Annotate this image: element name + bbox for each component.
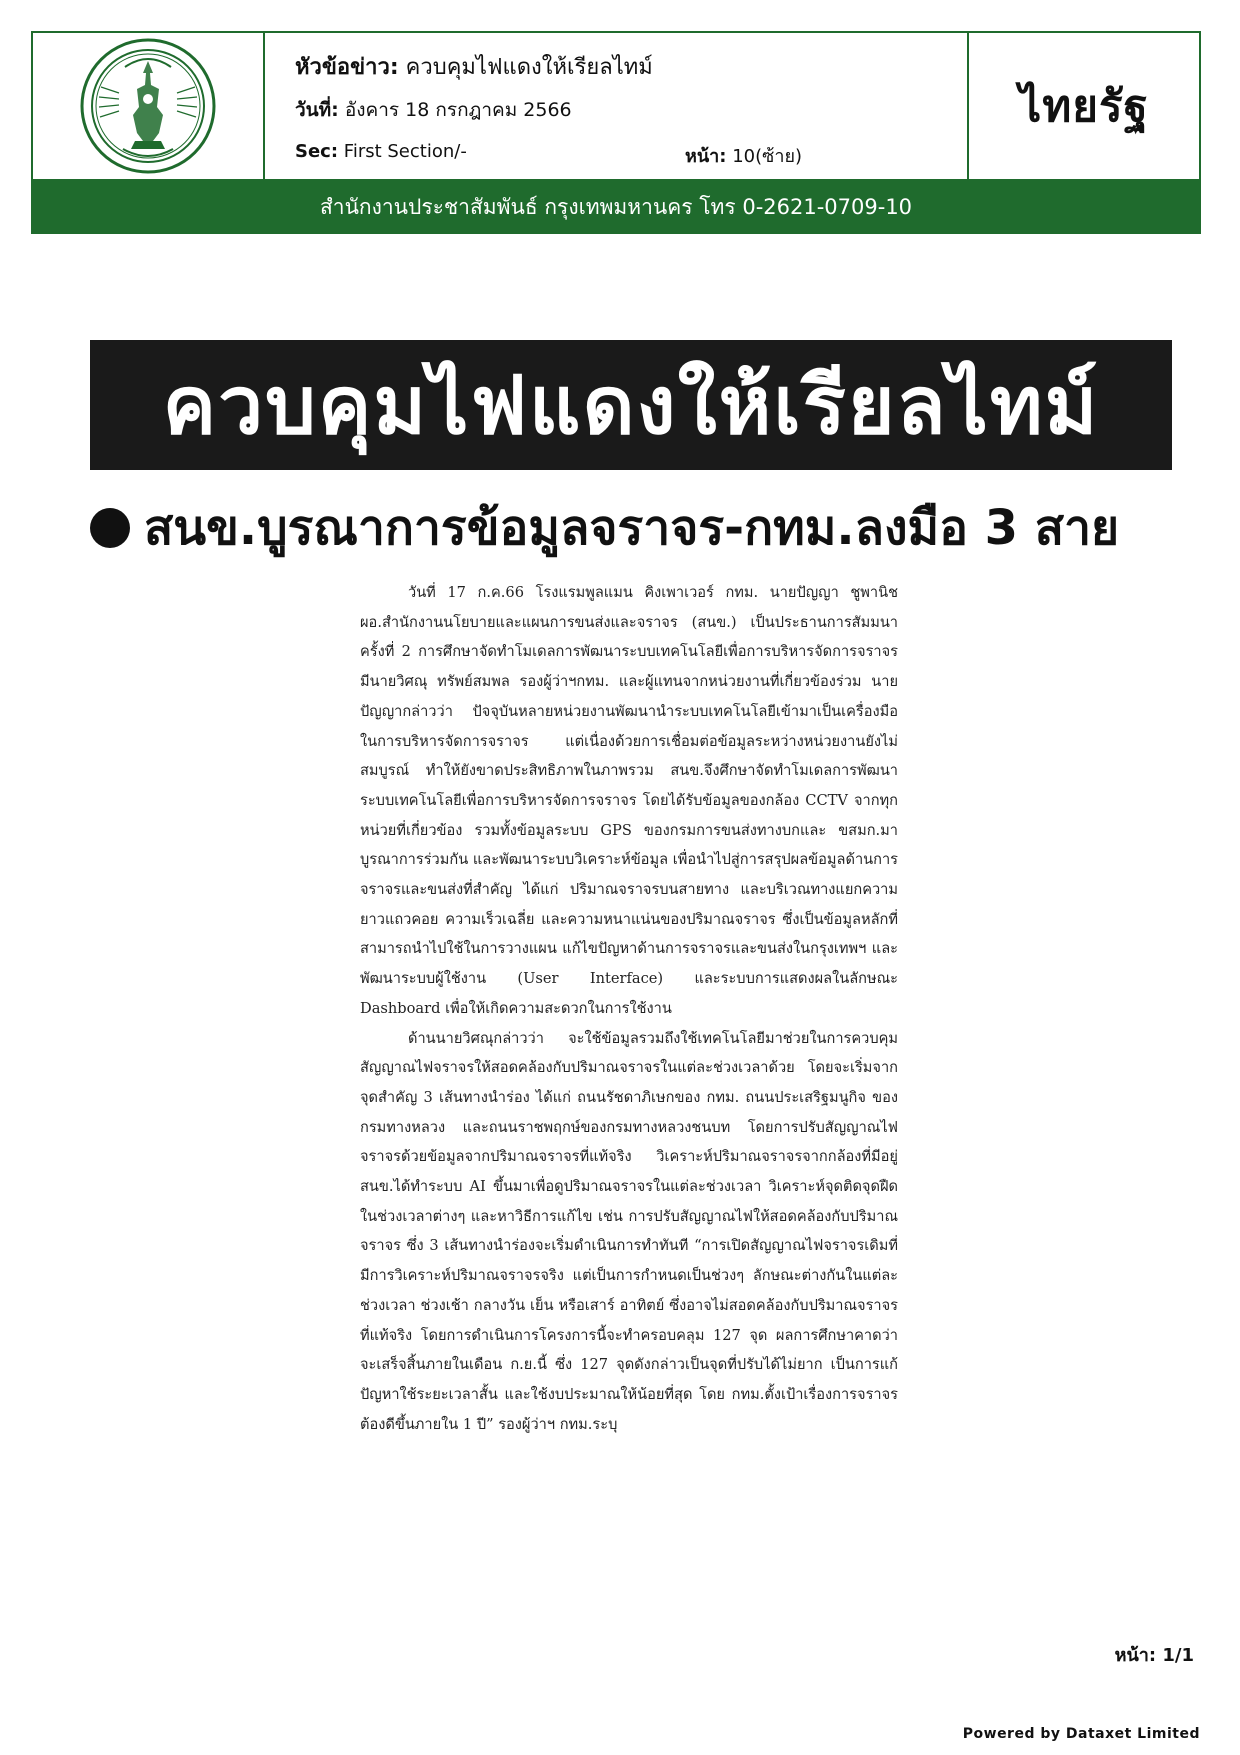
page-number: [1115, 1640, 1194, 1669]
section-field: [295, 141, 467, 162]
date-label: วันที่:: [295, 99, 339, 121]
powered-by: Powered by Dataxet Limited: [962, 1726, 1200, 1742]
newspaper-name: ไทยรัฐ: [1019, 81, 1149, 132]
headline-banner: [90, 340, 1172, 470]
page-value: 10(ซ้าย): [732, 146, 803, 167]
bullet-icon: [90, 508, 130, 548]
page-field: [685, 141, 802, 170]
bangkok-seal-icon: [79, 37, 217, 175]
article-paragraph: ด้านนายวิศณุกล่าวว่า จะใช้ข้อมูลรวมถึงใช้เทคโนโลยีมาช่วยในการควบคุมสัญญาณไฟจราจรให้สอดคล้องกับปริมาณจราจรในแต่ละช่วงเวลาด้วย โดยจะเริ่มจากจุดสำคัญ 3 เส้นทางนำร่อง ได้แก่ ถนนรัชดาภิเษกของ กทม. ถนนประเสริฐมนูกิจ ของกรมทางหลวง และถนนราชพฤกษ์ของกรมทางหลวงชนบท โดยการปรับสัญญาณไฟจราจรด้วยข้อมูลจากปริมาณจราจรที่แท้จริง วิเคราะห์ปริมาณจราจรจากกล้องที่มีอยู่ สนข.ได้ทำระบบ AI ขึ้นมาเพื่อดูปริมาณจราจรในแต่ละช่วงเวลา วิเคราะห์จุดติดจุดฝืดในช่วงเวลาต่างๆ และหาวิธีการแก้ไข เช่น การปรับสัญญาณไฟให้สอดคล้องกับปริมาณจราจร ซึ่ง 3 เส้นทางนำร่องจะเริ่มดำเนินการทำทันที “การเปิดสัญญาณไฟจราจรเดิมที่มีการวิเคราะห์ปริมาณจราจรจริง แต่เป็นการกำหนดเป็นช่วงๆ ลักษณะต่างกันในแต่ละช่วงเวลา ช่วงเช้า กลางวัน เย็น หรือเสาร์ อาทิตย์ ซึ่งอาจไม่สอดคล้องกับปริมาณจราจรที่แท้จริง โดยการดำเนินการโครงการนี้จะทำครอบคลุม 127 จุด ผลการศึกษาคาดว่าจะเสร็จสิ้นภายในเดือน ก.ย.นี้ ซึ่ง 127 จุดดังกล่าวเป็นจุดที่ปรับได้ไม่ยาก เป็นการแก้ปัญหาใช้ระยะเวลาสั้น และใช้งบประมาณให้น้อยที่สุด โดย กทม.ตั้งเป้าเรื่องการจราจรต้องดีขึ้นภายใน 1 ปี” รองผู้ว่าฯ กทม.ระบุ: [360, 1029, 898, 1433]
newspaper-cell: [969, 33, 1199, 179]
headline-field: [295, 49, 653, 84]
section-value: First Section/-: [343, 141, 467, 162]
logo-cell: [33, 33, 265, 179]
subheadline-text: สนข.บูรณาการข้อมูลจราจร-กทม.ลงมือ 3 สาย: [144, 500, 1120, 556]
article-body: [360, 578, 898, 1439]
date-value: อังคาร 18 กรกฎาคม 2566: [344, 99, 572, 121]
office-contact-bar: [31, 181, 1201, 234]
clipping-header: [31, 31, 1201, 181]
clipping-info: [265, 33, 969, 179]
article-paragraph: วันที่ 17 ก.ค.66 โรงแรมพูลแมน คิงเพาเวอร์ กทม. นายปัญญา ชูพานิช ผอ.สำนักงานนโยบายและแผนการขนส่งและจราจร (สนข.) เป็นประธานการสัมมนาครั้งที่ 2 การศึกษาจัดทำโมเดลการพัฒนาระบบเทคโนโลยีเพื่อการบริหารจัดการจราจร มีนายวิศณุ ทรัพย์สมพล รองผู้ว่าฯกทม. และผู้แทนจากหน่วยงานที่เกี่ยวข้องร่วม นายปัญญากล่าวว่า ปัจจุบันหลายหน่วยงานพัฒนานำระบบเทคโนโลยีเข้ามาเป็นเครื่องมือในการบริหารจัดการจราจร แต่เนื่องด้วยการเชื่อมต่อข้อมูลระหว่างหน่วยงานยังไม่สมบูรณ์ ทำให้ยังขาดประสิทธิภาพในภาพรวม สนข.จึงศึกษาจัดทำโมเดลการพัฒนาระบบเทคโนโลยีเพื่อการบริหารจัดการจราจร โดยได้รับข้อมูลของกล้อง CCTV จากทุกหน่วยที่เกี่ยวข้อง รวมทั้งข้อมูลระบบ GPS ของกรมการขนส่งทางบกและ ขสมก.มาบูรณาการร่วมกัน และพัฒนาระบบวิเคราะห์ข้อมูล เพื่อนำไปสู่การสรุปผลข้อมูลด้านการจราจรและขนส่งที่สำคัญ ได้แก่ ปริมาณจราจรบนสายทาง และบริเวณทางแยกความยาวแถวคอย ความเร็วเฉลี่ย และความหนาแน่นของปริมาณจราจร ซึ่งเป็นข้อมูลหลักที่สามารถนำไปใช้ในการวางแผน แก้ไขปัญหาด้านการจราจรและขนส่งในกรุงเทพฯ และพัฒนาระบบผู้ใช้งาน (User Interface) และระบบการแสดงผลในลักษณะ Dashboard เพื่อให้เกิดความสะดวกในการใช้งาน: [360, 584, 898, 1017]
page-label: หน้า:: [685, 146, 727, 167]
subheadline: [90, 490, 1180, 566]
section-label: Sec:: [295, 141, 339, 162]
headline-value: ควบคุมไฟแดงให้เรียลไทม์: [405, 55, 653, 80]
headline-label: หัวข้อข่าว:: [295, 55, 399, 80]
office-contact-text: สำนักงานประชาสัมพันธ์ กรุงเทพมหานคร โทร 0-2621-0709-10: [319, 195, 913, 219]
date-field: [295, 95, 572, 125]
page-number-label: หน้า:: [1114, 1645, 1157, 1666]
article-headline: ควบคุมไฟแดงให้เรียลไทม์: [162, 358, 1100, 452]
page-number-value: 1/1: [1162, 1645, 1194, 1666]
